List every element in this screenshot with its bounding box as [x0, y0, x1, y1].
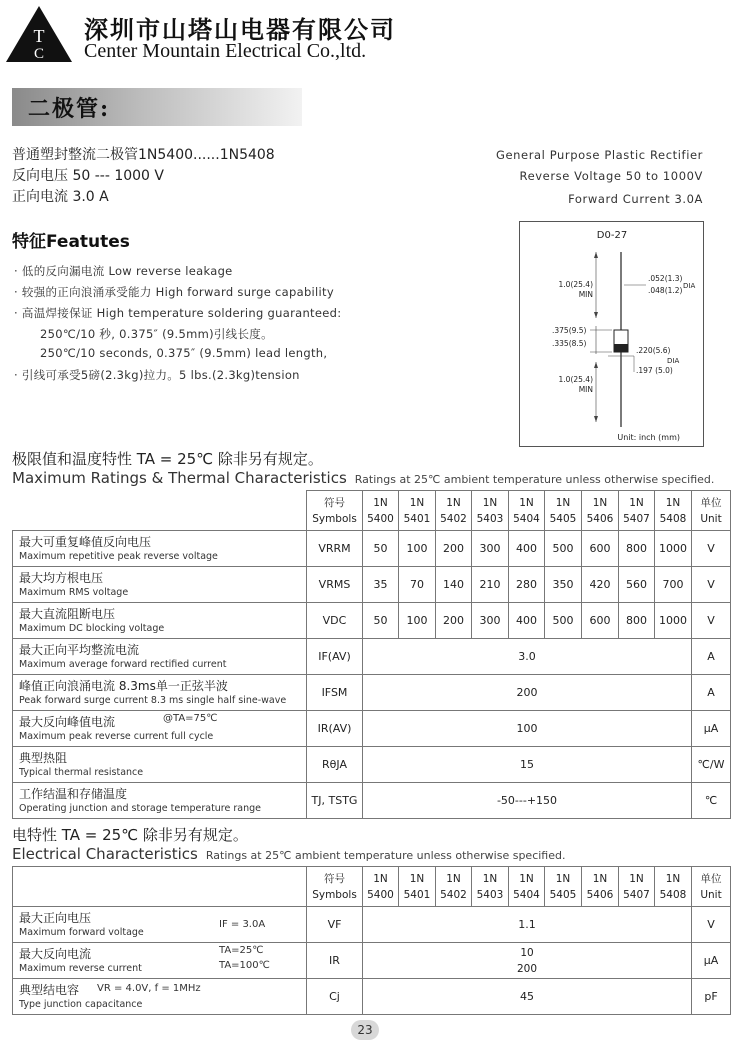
- intro-en-line1: General Purpose Plastic Rectifier: [495, 148, 703, 162]
- model-header: 1N 5408: [655, 867, 692, 907]
- value-cell: 350: [545, 567, 582, 603]
- unit-cell: μA: [692, 711, 731, 747]
- body-dia-max: .220(5.6): [636, 346, 671, 355]
- blank-cell: [13, 491, 307, 531]
- company-name-cn: 深圳市山塔山电器有限公司: [84, 15, 396, 44]
- section-title: 二极管:: [28, 96, 111, 122]
- value-cell: 200: [363, 675, 692, 711]
- value-cell: 100: [363, 711, 692, 747]
- feature-item: 250℃/10 秒, 0.375″ (9.5mm)引线长度。: [40, 327, 273, 341]
- param-cell: 典型结电容 Type junction capacitance VR = 4.0V, f = 1MHz: [13, 979, 307, 1015]
- table-header-row: [13, 867, 731, 907]
- logo-letter-t: T: [33, 26, 45, 46]
- blank-cell: [13, 867, 307, 907]
- value-cell: 50: [363, 603, 399, 639]
- value-cell: 600: [582, 603, 619, 639]
- electrical-title-en-text: Electrical Characteristics: [12, 845, 198, 863]
- condition-text: VR = 4.0V, f = 1MHz: [97, 983, 201, 994]
- symbol-cell: IR: [307, 943, 363, 979]
- intro-en-line3: Forward Current 3.0A: [568, 192, 703, 206]
- model-header: 1N 5401: [399, 491, 436, 531]
- max-ratings-title-en-text: Maximum Ratings & Thermal Characteristics: [12, 469, 347, 487]
- condition-text: IF = 3.0A: [219, 919, 266, 930]
- value-cell: 560: [619, 567, 655, 603]
- param-cell: 工作结温和存储温度 Operating junction and storage temperature range: [13, 783, 307, 819]
- value-cell: 200: [436, 531, 472, 567]
- value-cell: 420: [582, 567, 619, 603]
- body-dia-label: DIA: [667, 357, 680, 365]
- package-name: D0-27: [596, 230, 628, 241]
- package-unit: Unit: inch (mm): [617, 433, 680, 442]
- condition-text: TA=25℃: [219, 945, 264, 956]
- value-cell: 140: [436, 567, 472, 603]
- param-cell: 峰值正向浪涌电流 8.3ms单一正弦半波 Peak forward surge current 8.3 ms single half sine-wave: [13, 675, 307, 711]
- unit-cell: V: [692, 603, 731, 639]
- symbol-cell: IFSM: [307, 675, 363, 711]
- unit-cell: V: [692, 567, 731, 603]
- table-row: [13, 783, 731, 819]
- lead-dia-label: DIA: [683, 282, 696, 290]
- model-header: 1N 5407: [619, 491, 655, 531]
- value-cell: 700: [655, 567, 692, 603]
- cathode-band: [614, 344, 628, 352]
- max-ratings-note: Ratings at 25℃ ambient temperature unless otherwise specified.: [354, 473, 715, 486]
- param-cell: 最大直流阻断电压 Maximum DC blocking voltage: [13, 603, 307, 639]
- model-header: 1N 5406: [582, 867, 619, 907]
- symbol-cell: VRMS: [307, 567, 363, 603]
- value-cell: 1.1: [363, 907, 692, 943]
- unit-cell: A: [692, 675, 731, 711]
- model-header: 1N 5401: [399, 867, 436, 907]
- value-cell: 300: [472, 603, 509, 639]
- unit-cell: pF: [692, 979, 731, 1015]
- unit-header: 单位 Unit: [692, 867, 731, 907]
- package-diagram: [519, 221, 704, 447]
- model-header: 1N 5400: [363, 491, 399, 531]
- lead-dia-min: .048(1.2): [648, 286, 683, 295]
- model-header: 1N 5403: [472, 491, 509, 531]
- model-header: 1N 5404: [509, 867, 545, 907]
- feature-item: · 低的反向漏电流 Low reverse leakage: [14, 264, 233, 278]
- symbol-cell: IR(AV): [307, 711, 363, 747]
- table-row: [13, 979, 731, 1015]
- value-cell: 50: [363, 531, 399, 567]
- body-length-max: .375(9.5): [552, 326, 587, 335]
- electrical-table: [12, 866, 731, 1015]
- param-cell: 典型热阻 Typical thermal resistance: [13, 747, 307, 783]
- unit-header: 单位 Unit: [692, 491, 731, 531]
- value-cell: 500: [545, 603, 582, 639]
- table-row: [13, 567, 731, 603]
- features-title: 特征Featutes: [12, 232, 130, 252]
- value-cell: 1000: [655, 531, 692, 567]
- feature-item: 250℃/10 seconds, 0.375″ (9.5mm) lead length,: [40, 346, 328, 360]
- feature-item: · 引线可承受5磅(2.3kg)拉力。5 lbs.(2.3kg)tension: [14, 368, 300, 382]
- symbol-cell: Cj: [307, 979, 363, 1015]
- value-cell: -50---+150: [363, 783, 692, 819]
- model-header: 1N 5400: [363, 867, 399, 907]
- electrical-note: Ratings at 25℃ ambient temperature unless otherwise specified.: [205, 849, 566, 862]
- unit-cell: ℃: [692, 783, 731, 819]
- logo-letter-c: C: [33, 46, 45, 62]
- package-drawing: [520, 222, 703, 446]
- model-header: 1N 5402: [436, 491, 472, 531]
- feature-item: · 较强的正向浪涌承受能力 High forward surge capability: [14, 285, 334, 299]
- lead-length-top: 1.0(25.4): [558, 280, 593, 289]
- table-header-row: [13, 491, 731, 531]
- value-cell: 10 200: [363, 943, 692, 979]
- model-header: 1N 5406: [582, 491, 619, 531]
- electrical-title-en: [12, 845, 565, 863]
- table-row: [13, 711, 731, 747]
- condition-text: TA=100℃: [219, 960, 270, 971]
- intro-en-line2: Reverse Voltage 50 to 1000V: [519, 169, 703, 183]
- model-header: 1N 5402: [436, 867, 472, 907]
- max-ratings-title-cn: 极限值和温度特性 TA = 25℃ 除非另有规定。: [12, 450, 323, 468]
- unit-cell: A: [692, 639, 731, 675]
- lead-min-top: MIN: [578, 290, 593, 299]
- symbol-cell: VRRM: [307, 531, 363, 567]
- model-header: 1N 5407: [619, 867, 655, 907]
- symbol-cell: RθJA: [307, 747, 363, 783]
- table-row: [13, 747, 731, 783]
- table-row: [13, 603, 731, 639]
- value-cell: 15: [363, 747, 692, 783]
- value-cell: 500: [545, 531, 582, 567]
- param-cell: 最大均方根电压 Maximum RMS voltage: [13, 567, 307, 603]
- unit-cell: ℃/W: [692, 747, 731, 783]
- value-cell: 1000: [655, 603, 692, 639]
- symbol-header: 符号 Symbols: [307, 867, 363, 907]
- table-row: [13, 639, 731, 675]
- feature-item: · 高温焊接保证 High temperature soldering guaranteed:: [14, 306, 342, 320]
- lead-dia-max: .052(1.3): [648, 274, 683, 283]
- intro-cn-line2: 反向电压 50 --- 1000 V: [12, 168, 164, 184]
- value-cell: 400: [509, 531, 545, 567]
- value-cell: 100: [399, 603, 436, 639]
- value-cell: 210: [472, 567, 509, 603]
- company-name-en: Center Mountain Electrical Co.,ltd.: [84, 40, 367, 62]
- value-cell: 600: [582, 531, 619, 567]
- symbol-cell: VF: [307, 907, 363, 943]
- value-cell: 200: [436, 603, 472, 639]
- param-cell: 最大可重复峰值反向电压 Maximum repetitive peak reverse voltage: [13, 531, 307, 567]
- page-number: 23: [351, 1020, 379, 1040]
- company-logo: [4, 4, 74, 64]
- symbol-header: 符号 Symbols: [307, 491, 363, 531]
- max-ratings-table: [12, 490, 731, 819]
- model-header: 1N 5403: [472, 867, 509, 907]
- intro-cn-line1: 普通塑封整流二极管1N5400......1N5408: [12, 147, 275, 163]
- body-length-min: .335(8.5): [552, 339, 587, 348]
- unit-cell: V: [692, 531, 731, 567]
- value-cell: 35: [363, 567, 399, 603]
- unit-cell: V: [692, 907, 731, 943]
- symbol-cell: VDC: [307, 603, 363, 639]
- param-cell: 最大正向电压 Maximum forward voltage IF = 3.0A: [13, 907, 307, 943]
- value-cell: 100: [399, 531, 436, 567]
- unit-cell: μA: [692, 943, 731, 979]
- value-cell: 800: [619, 531, 655, 567]
- table-row: [13, 675, 731, 711]
- value-cell: 3.0: [363, 639, 692, 675]
- value-cell: 280: [509, 567, 545, 603]
- value-cell: 400: [509, 603, 545, 639]
- intro-cn-line3: 正向电流 3.0 A: [12, 189, 109, 205]
- electrical-title-cn: 电特性 TA = 25℃ 除非另有规定。: [12, 826, 248, 844]
- model-header: 1N 5405: [545, 867, 582, 907]
- max-ratings-title-en: [12, 469, 714, 487]
- param-cell: 最大正向平均整流电流 Maximum average forward rectified current: [13, 639, 307, 675]
- param-cell: 最大反向电流 Maximum reverse current TA=25℃ TA=100℃: [13, 943, 307, 979]
- value-cell: 300: [472, 531, 509, 567]
- table-row: [13, 531, 731, 567]
- model-header: 1N 5405: [545, 491, 582, 531]
- table-row: [13, 943, 731, 979]
- symbol-cell: TJ, TSTG: [307, 783, 363, 819]
- value-cell: 45: [363, 979, 692, 1015]
- lead-min-bottom: MIN: [578, 385, 593, 394]
- lead-length-bottom: 1.0(25.4): [558, 375, 593, 384]
- body-dia-min: .197 (5.0): [636, 366, 673, 375]
- table-row: [13, 907, 731, 943]
- value-cell: 800: [619, 603, 655, 639]
- value-cell: 70: [399, 567, 436, 603]
- model-header: 1N 5408: [655, 491, 692, 531]
- model-header: 1N 5404: [509, 491, 545, 531]
- condition-text: @TA=75℃: [163, 713, 218, 724]
- param-cell: 最大反向峰值电流 Maximum peak reverse current full cycle @TA=75℃: [13, 711, 307, 747]
- symbol-cell: IF(AV): [307, 639, 363, 675]
